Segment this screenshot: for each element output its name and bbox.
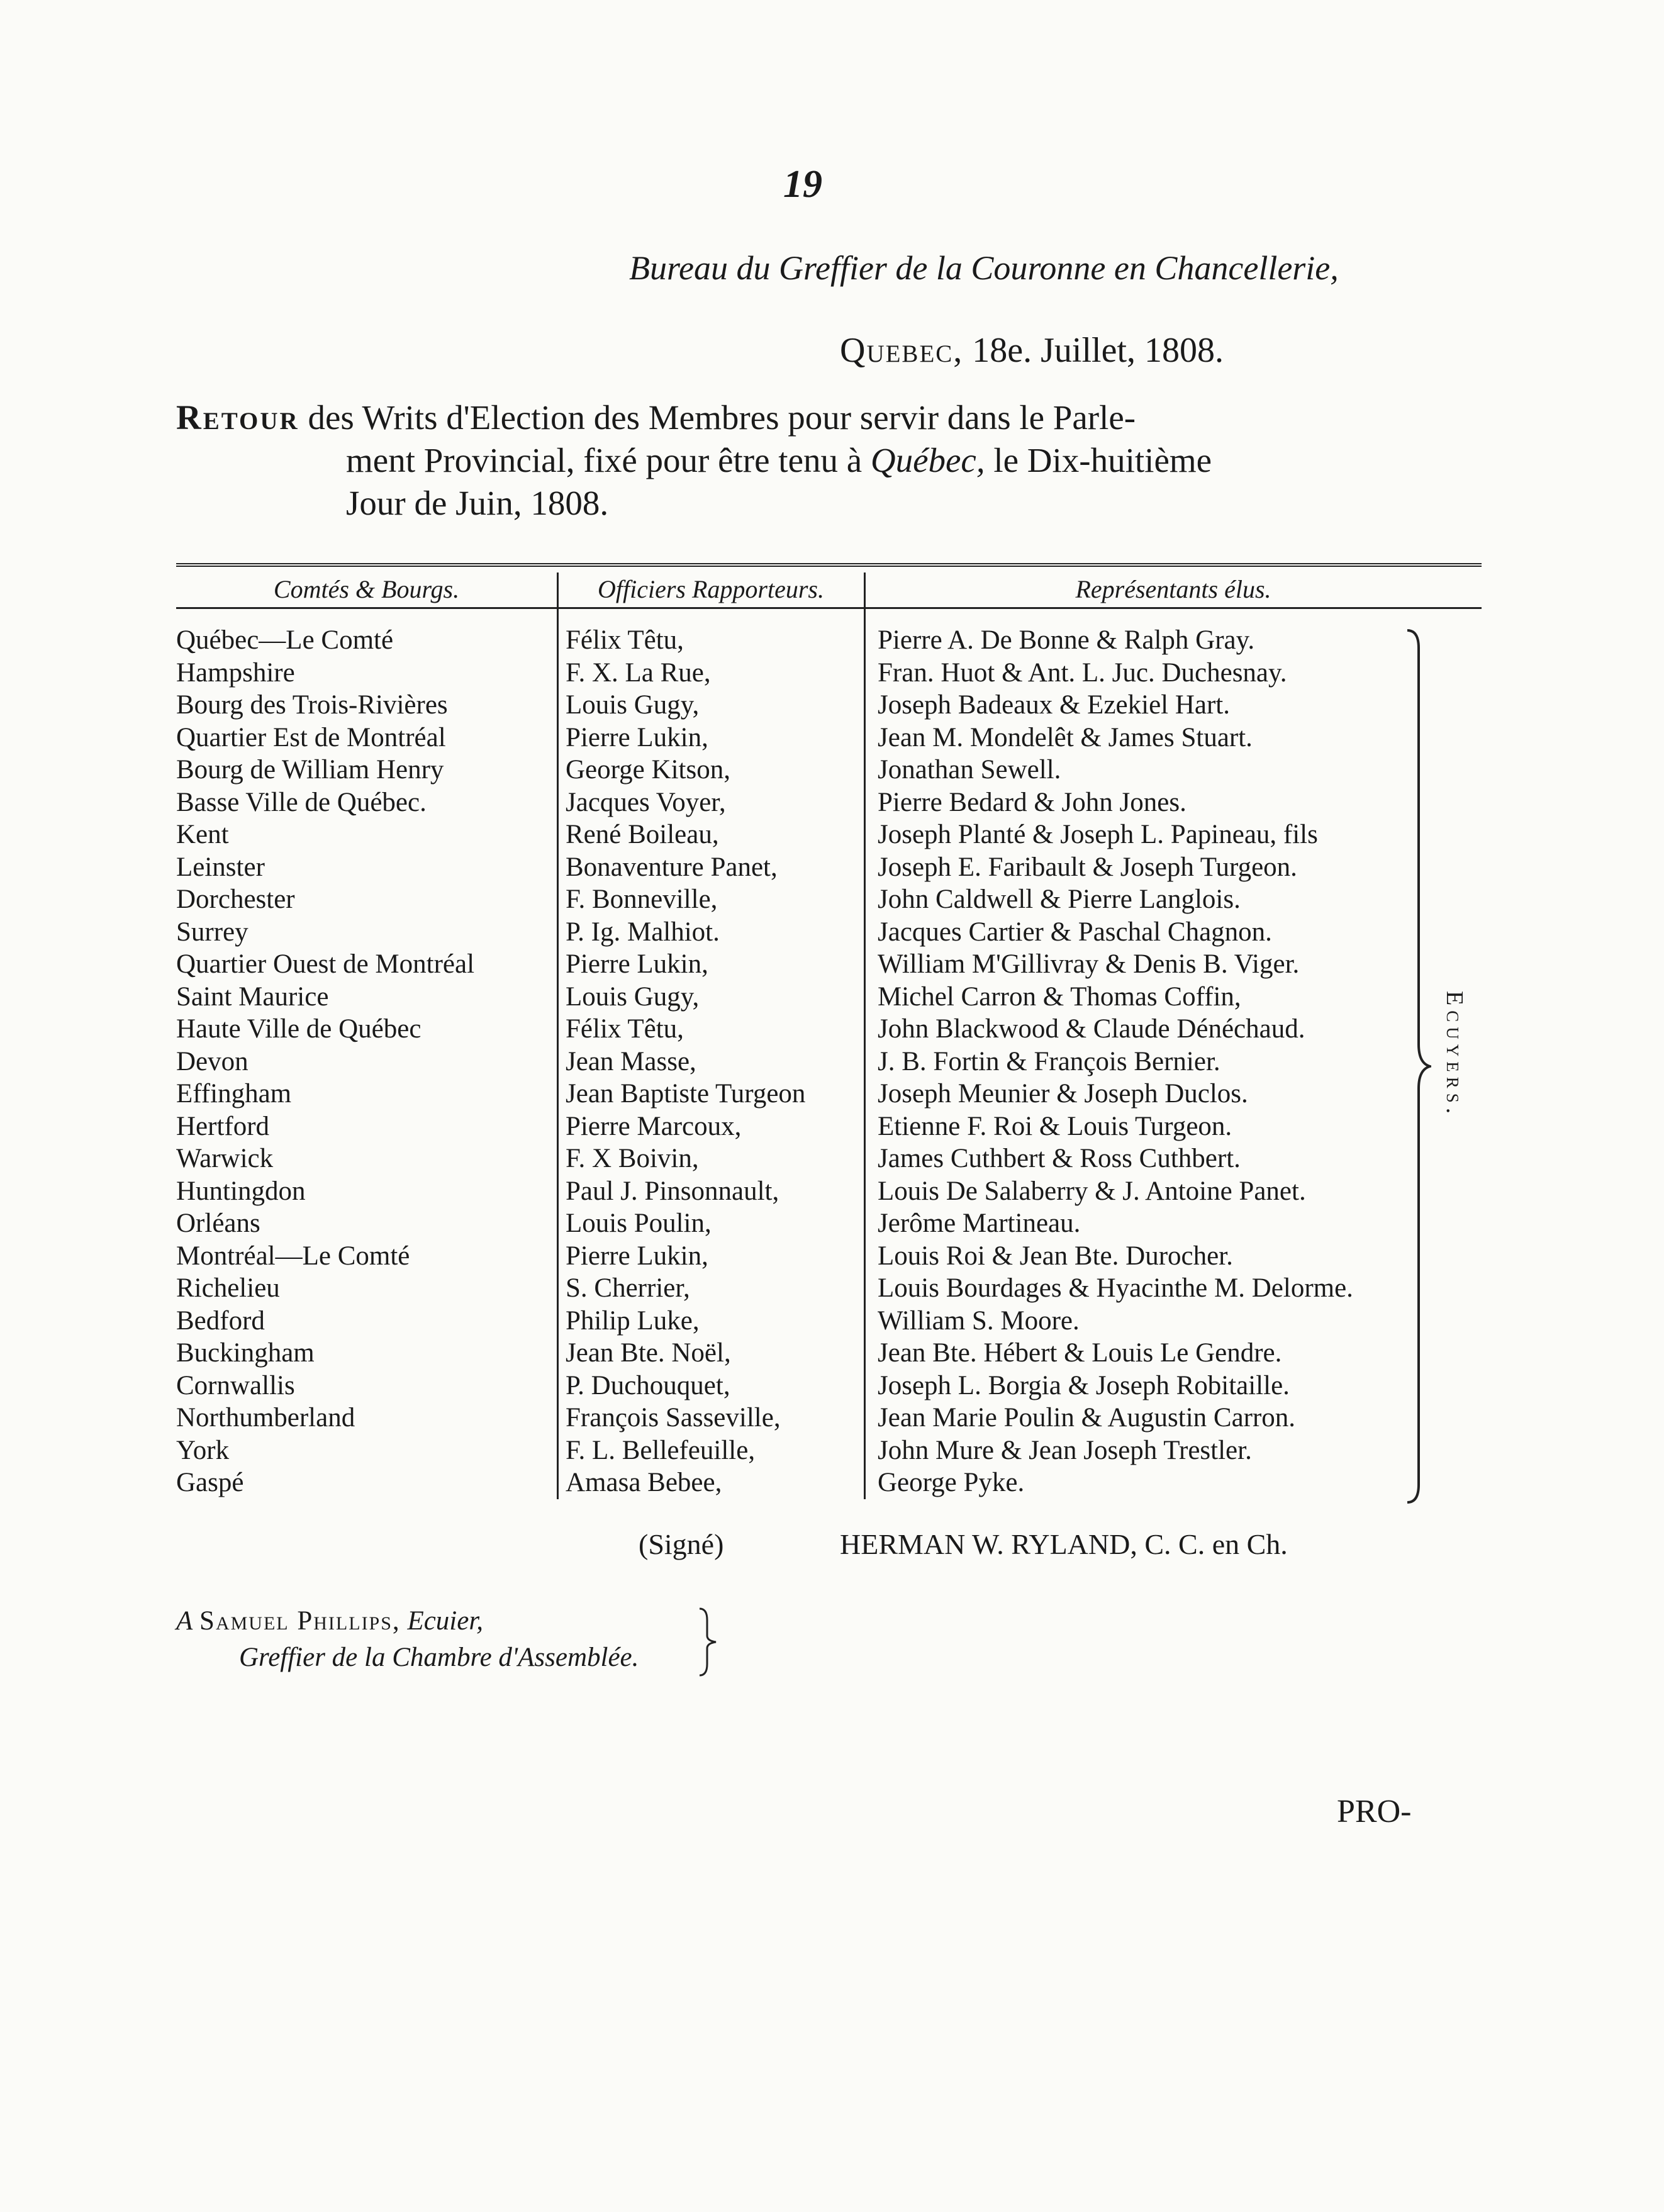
- table-row: [176, 1078, 1482, 1110]
- election-returns-table: [176, 563, 1482, 1499]
- elected-cell: Jean Bte. Hébert & Louis Le Gendre.: [878, 1338, 1282, 1368]
- elected-cell: Jean M. Mondelêt & James Stuart.: [878, 722, 1253, 752]
- table-row: [176, 1207, 1482, 1240]
- elected-cell: Joseph Planté & Joseph L. Papineau, fils: [878, 820, 1318, 850]
- officer-cell: Jean Masse,: [566, 1046, 696, 1076]
- elected-cell: Joseph Meunier & Joseph Duclos.: [878, 1079, 1248, 1109]
- elected-cell: Fran. Huot & Ant. L. Juc. Duchesnay.: [878, 657, 1287, 688]
- table-row: [176, 1337, 1482, 1370]
- officer-cell: Jean Bte. Noël,: [566, 1338, 731, 1368]
- table-row: [176, 689, 1482, 722]
- table-header-row: [176, 571, 1482, 609]
- intro-line-2: [176, 439, 1482, 482]
- bureau-heading: Bureau du Greffier de la Couronne en Chancellerie,: [629, 249, 1339, 287]
- county-cell: Gaspé: [176, 1468, 244, 1498]
- table-body: [176, 609, 1482, 1499]
- county-cell: Montréal—Le Comté: [176, 1241, 410, 1271]
- county-cell: York: [176, 1435, 230, 1465]
- elected-cell: John Blackwood & Claude Dénéchaud.: [878, 1014, 1305, 1044]
- county-cell: Basse Ville de Québec.: [176, 787, 427, 817]
- county-cell: Québec—Le Comté: [176, 625, 394, 656]
- intro-line2-place: Québec,: [870, 441, 985, 479]
- table-top-rule: [176, 563, 1482, 571]
- officer-cell: Louis Poulin,: [566, 1209, 712, 1239]
- elected-cell: Jacques Cartier & Paschal Chagnon.: [878, 917, 1272, 947]
- officer-cell: Félix Têtu,: [566, 1014, 684, 1044]
- right-brace: [1406, 629, 1431, 1504]
- county-cell: Devon: [176, 1046, 248, 1076]
- county-cell: Leinster: [176, 852, 265, 882]
- elected-cell: Louis De Salaberry & J. Antoine Panet.: [878, 1176, 1306, 1206]
- header-representatives: Représentants élus.: [1075, 574, 1271, 603]
- table-row: [176, 1013, 1482, 1046]
- dateline-place: Quebec,: [840, 331, 964, 370]
- table-row: [176, 624, 1482, 657]
- officer-cell: Pierre Lukin,: [566, 722, 708, 752]
- county-cell: Bourg de William Henry: [176, 755, 444, 785]
- officer-cell: Louis Gugy,: [566, 981, 700, 1012]
- header-officers: Officiers Rapporteurs.: [598, 574, 824, 603]
- elected-cell: Louis Roi & Jean Bte. Durocher.: [878, 1241, 1233, 1271]
- elected-cell: William S. Moore.: [878, 1305, 1080, 1336]
- county-cell: Richelieu: [176, 1273, 280, 1304]
- officer-cell: Pierre Lukin,: [566, 1241, 708, 1271]
- table-row: [176, 1272, 1482, 1305]
- county-cell: Hampshire: [176, 657, 295, 688]
- elected-cell: Joseph E. Faribault & Joseph Turgeon.: [878, 852, 1297, 882]
- officer-cell: Pierre Lukin,: [566, 949, 708, 980]
- dateline-date: 18e. Juillet, 1808.: [972, 331, 1224, 370]
- county-cell: Cornwallis: [176, 1370, 295, 1400]
- table-row: [176, 981, 1482, 1014]
- address-name: Samuel Phillips,: [199, 1606, 401, 1636]
- officer-cell: F. X Boivin,: [566, 1144, 699, 1174]
- county-cell: Quartier Est de Montréal: [176, 722, 446, 752]
- officer-cell: P. Ig. Malhiot.: [566, 917, 720, 947]
- intro-line-1: [176, 396, 1482, 439]
- elected-cell: George Pyke.: [878, 1468, 1025, 1498]
- table-row: [176, 1175, 1482, 1208]
- officer-cell: Paul J. Pinsonnault,: [566, 1176, 779, 1206]
- officer-cell: S. Cherrier,: [566, 1273, 690, 1304]
- officer-cell: F. X. La Rue,: [566, 657, 711, 688]
- signed-label: (Signé): [639, 1528, 724, 1560]
- elected-cell: Joseph L. Borgia & Joseph Robitaille.: [878, 1370, 1290, 1400]
- officer-cell: Jean Baptiste Turgeon: [566, 1079, 806, 1109]
- elected-cell: Jerôme Martineau.: [878, 1209, 1081, 1239]
- elected-cell: J. B. Fortin & François Bernier.: [878, 1046, 1220, 1076]
- side-label-ecuyers: Ecuyers.: [1441, 991, 1468, 1119]
- intro-lead: Retour: [176, 398, 299, 437]
- signature: HERMAN W. RYLAND, C. C. en Ch.: [840, 1528, 1288, 1560]
- county-cell: Bedford: [176, 1305, 265, 1336]
- officer-cell: Louis Gugy,: [566, 690, 700, 720]
- address-prefix: A: [176, 1606, 193, 1636]
- table-row: [176, 1434, 1482, 1467]
- elected-cell: Pierre A. De Bonne & Ralph Gray.: [878, 625, 1255, 656]
- table-row: [176, 1370, 1482, 1402]
- intro-line1-text: des Writs d'Election des Membres pour servir dans le Parle-: [308, 398, 1136, 437]
- table-row: [176, 754, 1482, 786]
- officer-cell: Pierre Marcoux,: [566, 1111, 742, 1141]
- table-row: [176, 657, 1482, 690]
- officer-cell: George Kitson,: [566, 755, 730, 785]
- county-cell: Orléans: [176, 1209, 260, 1239]
- table-row: [176, 1466, 1482, 1499]
- address-block: [176, 1603, 639, 1676]
- table-row: [176, 948, 1482, 981]
- elected-cell: Pierre Bedard & John Jones.: [878, 787, 1187, 817]
- address-brace: [698, 1607, 717, 1677]
- catchword: PRO-: [1337, 1794, 1412, 1829]
- table-row: [176, 1046, 1482, 1078]
- officer-cell: Amasa Bebee,: [566, 1468, 722, 1498]
- officer-cell: F. L. Bellefeuille,: [566, 1435, 756, 1465]
- county-cell: Northumberland: [176, 1403, 355, 1433]
- elected-cell: Etienne F. Roi & Louis Turgeon.: [878, 1111, 1232, 1141]
- elected-cell: James Cuthbert & Ross Cuthbert.: [878, 1144, 1241, 1174]
- county-cell: Kent: [176, 820, 229, 850]
- elected-cell: John Mure & Jean Joseph Trestler.: [878, 1435, 1252, 1465]
- county-cell: Buckingham: [176, 1338, 315, 1368]
- county-cell: Huntingdon: [176, 1176, 306, 1206]
- officer-cell: Philip Luke,: [566, 1305, 700, 1336]
- officer-cell: Bonaventure Panet,: [566, 852, 778, 882]
- officer-cell: P. Duchouquet,: [566, 1370, 730, 1400]
- table-row: [176, 1142, 1482, 1175]
- dateline: [840, 330, 1224, 371]
- officer-cell: François Sasseville,: [566, 1403, 781, 1433]
- table-row: [176, 818, 1482, 851]
- officer-cell: F. Bonneville,: [566, 885, 718, 915]
- address-title: Ecuier,: [407, 1606, 484, 1636]
- county-cell: Bourg des Trois-Rivières: [176, 690, 448, 720]
- intro-paragraph: [176, 396, 1482, 525]
- table-row: [176, 1402, 1482, 1434]
- table-row: [176, 916, 1482, 949]
- intro-line-3: Jour de Juin, 1808.: [346, 484, 609, 522]
- elected-cell: Joseph Badeaux & Ezekiel Hart.: [878, 690, 1231, 720]
- elected-cell: John Caldwell & Pierre Langlois.: [878, 885, 1241, 915]
- table-row: [176, 1240, 1482, 1273]
- elected-cell: Michel Carron & Thomas Coffin,: [878, 981, 1241, 1012]
- officer-cell: Jacques Voyer,: [566, 787, 726, 817]
- address-line-1: [176, 1603, 639, 1639]
- elected-cell: Jonathan Sewell.: [878, 755, 1061, 785]
- header-counties: Comtés & Bourgs.: [273, 574, 460, 603]
- elected-cell: William M'Gillivray & Denis B. Viger.: [878, 949, 1300, 980]
- county-cell: Hertford: [176, 1111, 270, 1141]
- column-divider: [557, 573, 559, 1499]
- page-number: 19: [783, 163, 822, 206]
- table-row: [176, 722, 1482, 754]
- elected-cell: Jean Marie Poulin & Augustin Carron.: [878, 1403, 1296, 1433]
- county-cell: Haute Ville de Québec: [176, 1014, 422, 1044]
- table-row: [176, 851, 1482, 884]
- county-cell: Saint Maurice: [176, 981, 329, 1012]
- table-row: [176, 1305, 1482, 1338]
- column-divider: [864, 573, 866, 1499]
- county-cell: Surrey: [176, 917, 248, 947]
- officer-cell: Félix Têtu,: [566, 625, 684, 656]
- county-cell: Effingham: [176, 1079, 292, 1109]
- county-cell: Warwick: [176, 1144, 274, 1174]
- county-cell: Quartier Ouest de Montréal: [176, 949, 475, 980]
- address-line-2: Greffier de la Chambre d'Assemblée.: [239, 1643, 639, 1672]
- intro-line2b: le Dix-huitième: [985, 441, 1212, 479]
- county-cell: Dorchester: [176, 885, 295, 915]
- officer-cell: René Boileau,: [566, 820, 719, 850]
- table-row: [176, 1110, 1482, 1143]
- table-row: [176, 786, 1482, 819]
- intro-line2a: ment Provincial, fixé pour être tenu à: [346, 441, 871, 479]
- elected-cell: Louis Bourdages & Hyacinthe M. Delorme.: [878, 1273, 1353, 1304]
- table-row: [176, 883, 1482, 916]
